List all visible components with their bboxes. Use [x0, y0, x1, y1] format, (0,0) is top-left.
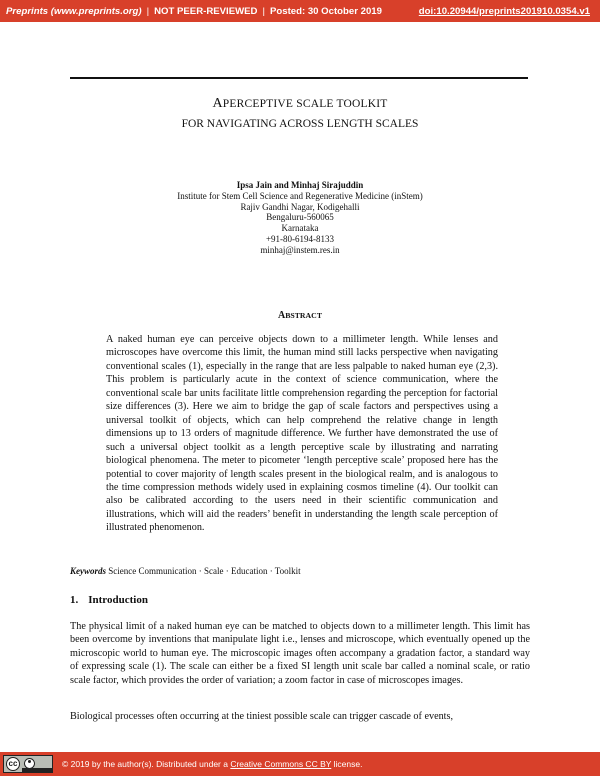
review-status: NOT PEER-REVIEWED — [154, 6, 258, 17]
introduction-paragraph: The physical limit of a naked human eye can be matched to objects down to a millimeter length. This limit has been overcome by inventions that manipulate light i.e., lenses and microscope, which eventually opened up the microscopic world to human eye. The microscopic images often accompany a gradation factor, a standard way of expressing scale (1). The scale can either be a fixed SI length unit scale bar called a nominal scale, or ratio scale factor, which provides the order of variation; a zoom factor in case of microscopes images. — [70, 621, 530, 686]
section-number: 1. — [70, 594, 79, 606]
affiliation-line: Institute for Stem Cell Science and Regenerative Medicine (inStem) — [177, 190, 423, 201]
abstract-heading-rest: BSTRACT — [285, 311, 323, 320]
title-rest: PERCEPTIVE SCALE TOOLKIT — [222, 98, 388, 110]
paper-title — [0, 96, 600, 112]
abstract-heading-initial: A — [277, 310, 286, 321]
license-text — [62, 759, 362, 769]
affiliation-line: Bengaluru-560065 — [266, 212, 334, 223]
posted-date: Posted: 30 October 2019 — [270, 6, 382, 17]
affiliation-line: Karnataka — [281, 223, 319, 234]
preprint-header-bar — [0, 0, 600, 22]
affiliation-line: Rajiv Gandhi Nagar, Kodigehalli — [240, 201, 360, 212]
phone-number: +91-80-6194-8133 — [265, 233, 335, 244]
email-address[interactable]: minhaj@instem.res.in — [260, 244, 340, 255]
license-link[interactable]: Creative Commons CC BY — [230, 759, 332, 769]
title-rule — [70, 77, 528, 79]
introduction-paragraph-2: Biological processes often occurring at the tiniest possible scale can trigger cascade of events, — [70, 711, 454, 722]
keywords-label: Keywords — [70, 566, 106, 576]
paper-subtitle: FOR NAVIGATING ACROSS LENGTH SCALES — [181, 118, 419, 130]
header-separator: | — [146, 6, 150, 17]
site-link[interactable]: Preprints (www.preprints.org) — [6, 6, 142, 17]
abstract-text: A naked human eye can perceive objects down to a millimeter length. While lenses and microscopes have overcome this limit, the human mind still lacks perspective when navigating conventional scales (1), especially in the range that are less palpable to naked human eye (2,3). This problem is particularly acute in the context of science communication, where the conventional scale bar units facilitate little comprehension regarding the perception for factorial size differences (3). Here we aim to bridge the gap of scale factors and perspectives using a universal toolkit of objects, which can help comprehend the relative change in length dimensions up to 13 orders of magnitude difference. We further have demonstrated the use of such a universal object toolkit as a length perceptive scale by illustrating and narrating biological phenomena. The meter to picometer ‘length perceptive scale’ proposed here has the potential to cover majority of length scales present in the biological realm, and is analogous to the time compression methods widely used in explaining cosmos timeline (4). Our toolkit can also be calibrated according to the users need in their scientific communication and illustrations, which will aid the readers’ benefit in understanding the length scale perception of illustrated phenomenon. — [106, 334, 498, 534]
keywords-line — [70, 566, 301, 576]
section-title: Introduction — [88, 594, 148, 606]
by-label-bar — [22, 768, 52, 773]
author-names: Ipsa Jain and Minhaj Sirajuddin — [236, 180, 364, 190]
section-heading-introduction — [70, 594, 148, 606]
author-block — [0, 180, 600, 256]
license-footer — [0, 752, 600, 776]
header-left — [6, 6, 382, 17]
header-separator: | — [262, 6, 265, 17]
license-prefix: © 2019 by the author(s). Distributed under a — [62, 759, 231, 769]
license-suffix: license. — [331, 759, 363, 769]
title-initial: A — [212, 96, 223, 111]
cc-by-badge-icon[interactable] — [3, 755, 53, 773]
abstract-heading — [0, 310, 600, 321]
doi-link[interactable]: doi:10.20944/preprints201910.0354.v1 — [418, 6, 590, 17]
cc-logo-icon: cc — [6, 757, 20, 771]
keywords-list: Science Communication · Scale · Education · Toolkit — [108, 566, 301, 576]
